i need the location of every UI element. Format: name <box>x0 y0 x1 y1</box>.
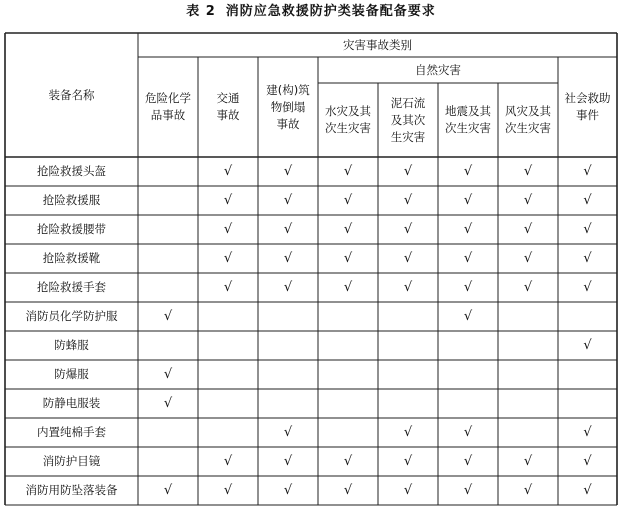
equipment-name: 内置纯棉手套 <box>37 425 106 439</box>
check-mark: √ <box>523 251 533 266</box>
check-mark: √ <box>463 454 473 469</box>
column-header: 泥石流 及其次 生灾害 <box>390 95 426 144</box>
equipment-name: 抢险救援靴 <box>42 251 101 265</box>
check-mark: √ <box>343 454 353 469</box>
check-mark: √ <box>583 164 592 179</box>
check-mark: √ <box>343 251 353 266</box>
check-mark: √ <box>223 164 233 179</box>
check-mark: √ <box>583 251 592 266</box>
table-label: 表 2 <box>186 4 216 19</box>
check-mark: √ <box>523 454 533 469</box>
equipment-name: 抢险救援服 <box>42 193 101 207</box>
check-mark: √ <box>463 483 473 498</box>
check-mark: √ <box>283 425 293 440</box>
check-mark: √ <box>403 483 413 498</box>
check-mark: √ <box>343 164 353 179</box>
column-header: 危险化学 品事故 <box>145 91 191 122</box>
column-header: 建(构)筑 物倒塌 事故 <box>266 82 310 131</box>
column-header: 地震及其 次生灾害 <box>445 104 491 135</box>
table-caption: 消防应急救援防护类装备配备要求 <box>225 4 436 19</box>
check-mark: √ <box>163 367 173 382</box>
equipment-name: 防蜂服 <box>54 338 89 352</box>
equipment-name: 防静电服装 <box>42 396 101 410</box>
check-mark: √ <box>403 222 413 237</box>
check-mark: √ <box>463 280 473 295</box>
check-mark: √ <box>463 164 473 179</box>
check-mark: √ <box>403 251 413 266</box>
column-header: 社会救助 事件 <box>564 91 611 122</box>
check-mark: √ <box>583 425 592 440</box>
equipment-name: 抢险救援手套 <box>37 280 106 294</box>
check-mark: √ <box>523 164 533 179</box>
equipment-name: 抢险救援头盔 <box>37 164 106 178</box>
check-mark: √ <box>343 193 353 208</box>
check-mark: √ <box>583 338 592 353</box>
column-header: 水灾及其 次生灾害 <box>325 104 371 135</box>
check-mark: √ <box>343 222 353 237</box>
check-mark: √ <box>463 251 473 266</box>
equipment-name: 抢险救援腰带 <box>37 222 106 236</box>
column-header: 交通 事故 <box>216 91 240 122</box>
check-mark: √ <box>283 164 293 179</box>
check-mark: √ <box>523 483 533 498</box>
header-equipment-name: 装备名称 <box>48 87 95 102</box>
check-mark: √ <box>163 396 173 411</box>
check-mark: √ <box>523 193 533 208</box>
check-mark: √ <box>283 222 293 237</box>
header-natural-disaster: 自然灾害 <box>415 62 461 77</box>
check-mark: √ <box>223 193 233 208</box>
check-mark: √ <box>583 193 592 208</box>
check-mark: √ <box>583 280 592 295</box>
check-mark: √ <box>523 280 533 295</box>
check-mark: √ <box>223 222 233 237</box>
check-mark: √ <box>343 280 353 295</box>
check-mark: √ <box>163 309 173 324</box>
check-mark: √ <box>583 483 592 498</box>
check-mark: √ <box>583 222 592 237</box>
check-mark: √ <box>163 483 173 498</box>
check-mark: √ <box>223 251 233 266</box>
check-mark: √ <box>223 454 233 469</box>
equipment-name: 消防用防坠落装备 <box>25 483 118 497</box>
check-mark: √ <box>283 280 293 295</box>
check-mark: √ <box>223 280 233 295</box>
check-mark: √ <box>463 309 473 324</box>
check-mark: √ <box>463 222 473 237</box>
check-mark: √ <box>283 251 293 266</box>
check-mark: √ <box>403 280 413 295</box>
check-mark: √ <box>403 454 413 469</box>
check-mark: √ <box>283 193 293 208</box>
check-mark: √ <box>403 193 413 208</box>
check-mark: √ <box>343 483 353 498</box>
column-header: 风灾及其 次生灾害 <box>505 104 551 135</box>
check-mark: √ <box>583 454 592 469</box>
check-mark: √ <box>223 483 233 498</box>
check-mark: √ <box>463 193 473 208</box>
equipment-name: 消防员化学防护服 <box>25 309 118 323</box>
check-mark: √ <box>283 454 293 469</box>
check-mark: √ <box>283 483 293 498</box>
check-mark: √ <box>403 425 413 440</box>
equipment-name: 消防护目镜 <box>42 454 101 468</box>
check-mark: √ <box>463 425 473 440</box>
check-mark: √ <box>403 164 413 179</box>
equipment-name: 防爆服 <box>54 367 89 381</box>
check-mark: √ <box>523 222 533 237</box>
header-disaster-type: 灾害事故类别 <box>343 37 412 52</box>
